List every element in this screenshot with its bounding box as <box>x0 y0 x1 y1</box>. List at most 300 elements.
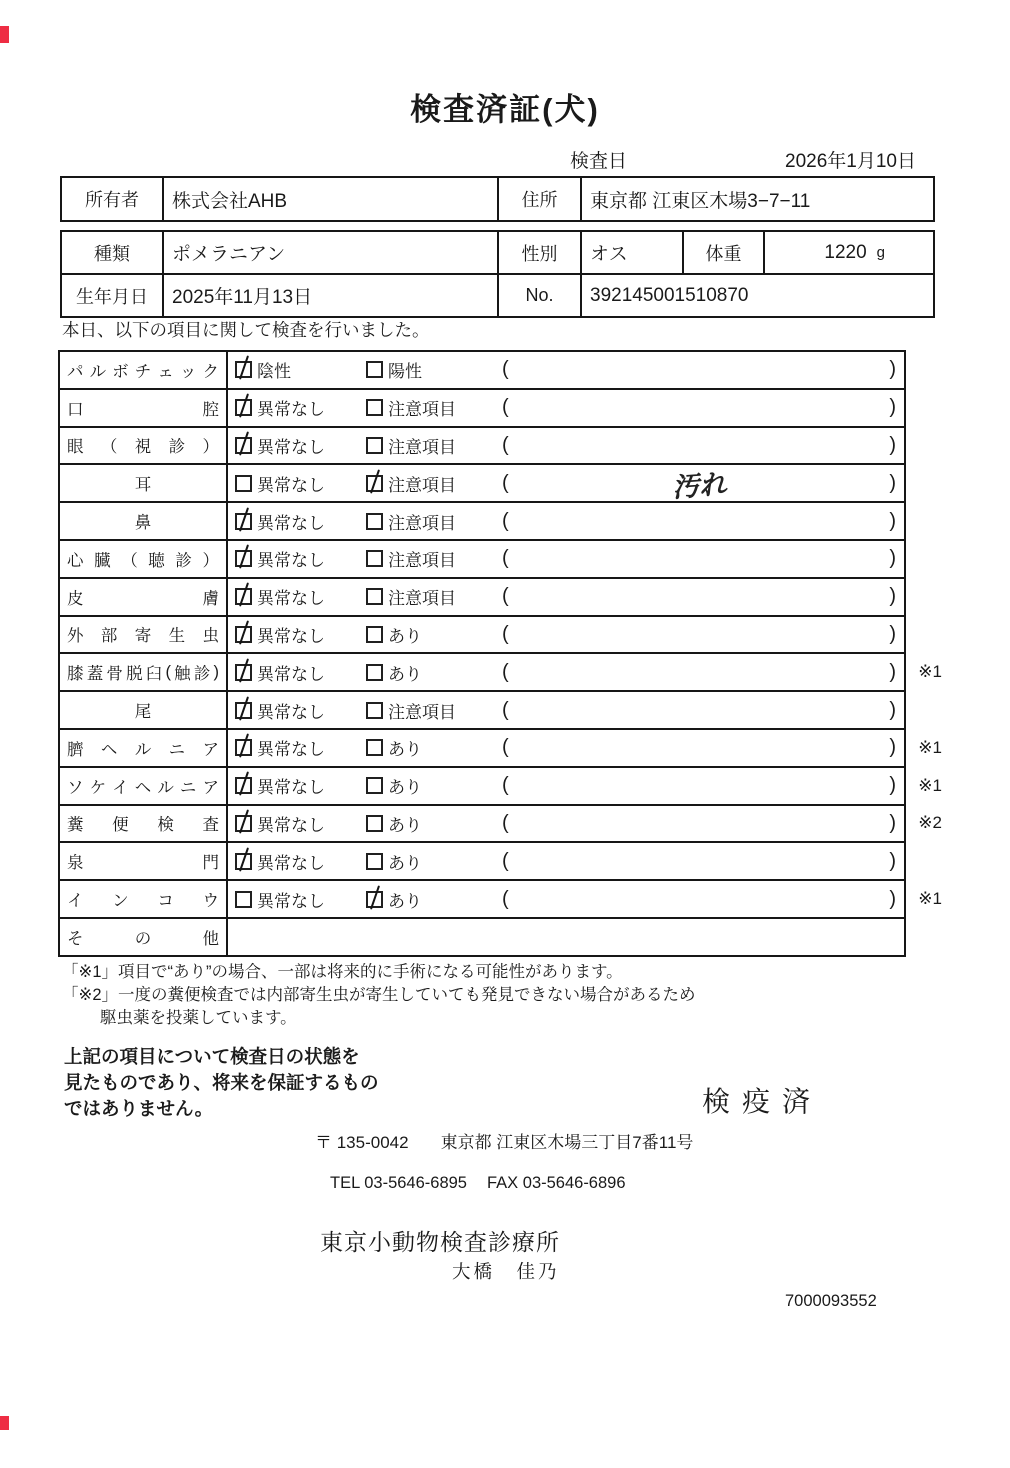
address-label: 住所 <box>499 178 582 220</box>
inspection-item-label: 耳 <box>60 465 228 501</box>
disclaimer-line-3: ではありません。 <box>64 1098 214 1119</box>
tel-number: TEL 03-5646-6895 <box>330 1174 467 1192</box>
inspection-row <box>60 465 904 503</box>
label-char: ル <box>89 362 107 381</box>
handwritten-check-mark <box>239 734 249 758</box>
option-opt2 <box>366 433 502 458</box>
checkbox-unchecked <box>366 588 383 605</box>
option-label: あり <box>388 778 422 798</box>
inspection-item-label <box>60 428 228 464</box>
option-label: 異常なし <box>257 400 325 420</box>
scan-artifact-mark-top <box>0 26 9 43</box>
checkbox-checked <box>235 588 252 605</box>
inspection-row <box>60 352 904 390</box>
option-label: 陰性 <box>257 362 291 382</box>
label-char: コ <box>157 892 174 911</box>
checkbox-unchecked <box>366 853 383 870</box>
option-label: 異常なし <box>257 815 325 835</box>
fax-number: FAX 03-5646-6896 <box>487 1174 626 1192</box>
footer-tel-line <box>330 1174 626 1193</box>
label-char: 外 <box>67 627 84 646</box>
footnote-2: 「※2」一度の糞便検査では内部寄生虫が寄生していても発見できない場合があるため <box>62 986 696 1004</box>
option-label: あり <box>388 853 422 873</box>
handwritten-check-mark <box>239 809 249 833</box>
label-char: 診 <box>175 551 192 570</box>
checkbox-checked <box>235 361 252 378</box>
checkbox-checked <box>235 664 252 681</box>
label-char: そ <box>67 929 84 948</box>
inspection-row <box>60 541 904 579</box>
paren-open: ( <box>502 774 509 797</box>
checkbox-unchecked <box>366 702 383 719</box>
paren-close: ) <box>889 585 896 608</box>
label-char: （ <box>121 551 138 570</box>
option-opt1 <box>235 357 366 382</box>
paren-close: ) <box>889 849 896 872</box>
checkbox-unchecked <box>366 777 383 794</box>
handwritten-check-mark <box>239 583 249 607</box>
label-char: パ <box>67 362 84 381</box>
paren-open: ( <box>502 585 509 608</box>
option-opt1 <box>235 395 366 420</box>
option-label: 異常なし <box>257 778 325 798</box>
birthdate-value: 2025年11月13日 <box>164 275 499 316</box>
label-char: ク <box>202 362 219 381</box>
owner-table <box>60 176 935 222</box>
remarks-field <box>502 774 904 797</box>
option-opt2 <box>366 811 502 836</box>
option-opt2 <box>366 357 502 382</box>
paren-close: ) <box>889 396 896 419</box>
inspection-row-content <box>228 465 904 504</box>
label-char: （ <box>100 438 118 457</box>
inspection-date-value: 2026年1月10日 <box>785 151 916 172</box>
inspection-row <box>60 692 904 730</box>
paren-open: ( <box>502 622 509 645</box>
label-char: 門 <box>202 854 219 873</box>
clinic-name: 東京小動物検査診療所 <box>320 1229 560 1255</box>
label-char: 腔 <box>202 400 219 419</box>
label-char: ケ <box>89 778 107 797</box>
paren-close: ) <box>889 660 896 683</box>
handwritten-check-mark <box>239 658 249 682</box>
option-label: あり <box>388 815 422 835</box>
checkbox-unchecked <box>235 475 252 492</box>
paren-open: ( <box>502 811 509 834</box>
handwritten-check-mark <box>239 847 249 871</box>
label-char: 糞 <box>67 816 84 835</box>
inspection-row-content <box>228 503 904 539</box>
label-char: の <box>134 929 152 948</box>
option-opt1 <box>235 887 366 912</box>
inspection-row <box>60 806 942 844</box>
inspection-item-label <box>60 579 228 615</box>
checkbox-checked <box>366 891 383 908</box>
option-opt1 <box>235 433 366 458</box>
breed-row <box>62 232 933 273</box>
checkbox-checked <box>235 853 252 870</box>
label-char: 診 <box>168 438 186 457</box>
inspection-row <box>60 390 904 428</box>
paren-open: ( <box>502 471 509 494</box>
paren-open: ( <box>502 849 509 872</box>
option-opt2 <box>366 471 502 496</box>
option-opt2 <box>366 887 502 912</box>
label-char: チ <box>134 362 152 381</box>
label-char: 泉 <box>67 854 84 873</box>
inspection-item-label <box>60 654 228 690</box>
label-char: 生 <box>168 627 186 646</box>
remarks-field <box>502 464 904 503</box>
paren-close: ) <box>889 736 896 759</box>
inspection-row-content <box>228 617 904 653</box>
document-title: 検査済証(犬) <box>410 92 600 127</box>
checkbox-unchecked <box>366 626 383 643</box>
inspection-row-content <box>228 654 904 690</box>
inspection-row <box>60 617 904 655</box>
label-char: イ <box>67 892 84 911</box>
checkbox-unchecked <box>366 513 383 530</box>
label-char: ニ <box>179 778 197 797</box>
footnote-marker: ※1 <box>918 775 942 795</box>
label-char: ） <box>202 438 219 457</box>
checkbox-checked <box>235 626 252 643</box>
remarks-field <box>502 358 904 381</box>
option-opt1 <box>235 622 366 647</box>
inspection-row <box>60 654 942 692</box>
inspection-row <box>60 881 942 919</box>
option-opt1 <box>235 849 366 874</box>
handwritten-check-mark <box>239 620 249 644</box>
option-opt2 <box>366 849 502 874</box>
inspection-row <box>60 919 904 955</box>
remarks-field <box>502 510 904 533</box>
weight-number: 1220 <box>824 241 867 263</box>
handwritten-check-mark <box>239 772 249 796</box>
inspection-row-content <box>228 579 904 615</box>
remarks-field <box>502 888 904 911</box>
option-label: 異常なし <box>257 551 325 571</box>
inspection-row <box>60 579 904 617</box>
label-char: ( <box>165 662 171 681</box>
inspection-row <box>60 730 942 768</box>
handwritten-check-mark <box>239 431 249 455</box>
serial-number: 7000093552 <box>785 1292 877 1310</box>
owner-name: 株式会社AHB <box>164 178 499 220</box>
inspection-row-content <box>228 806 904 842</box>
option-label: 注意項目 <box>388 513 456 533</box>
owner-row <box>62 178 933 220</box>
handwritten-check-mark <box>239 696 249 720</box>
paren-open: ( <box>502 509 509 532</box>
footnote-marker: ※1 <box>918 889 942 909</box>
inspection-row <box>60 843 904 881</box>
remarks-field <box>502 547 904 570</box>
intro-text: 本日、以下の項目に関して検査を行いました。 <box>62 320 430 340</box>
label-char: ボ <box>112 362 129 381</box>
inspection-row <box>60 428 904 466</box>
inspection-row <box>60 503 904 541</box>
paren-close: ) <box>889 358 896 381</box>
weight-value <box>765 232 933 273</box>
inspection-row-content <box>228 919 904 955</box>
label-char: 膚 <box>202 589 219 608</box>
checkbox-checked <box>235 437 252 454</box>
checkbox-checked <box>366 475 383 492</box>
option-opt1 <box>235 584 366 609</box>
handwritten-check-mark <box>239 507 249 531</box>
checkbox-unchecked <box>366 664 383 681</box>
option-label: あり <box>388 664 422 684</box>
pet-info-table <box>60 230 935 318</box>
checkbox-unchecked <box>366 815 383 832</box>
label-char: 心 <box>67 551 84 570</box>
birthdate-label: 生年月日 <box>62 275 164 316</box>
handwritten-check-mark <box>370 469 380 493</box>
label-char: ル <box>134 740 152 759</box>
paren-close: ) <box>889 547 896 570</box>
label-char: 他 <box>202 929 219 948</box>
option-opt2 <box>366 584 502 609</box>
remarks-field <box>502 736 904 759</box>
option-label: 注意項目 <box>388 400 456 420</box>
handwritten-remark <box>509 464 890 503</box>
disclaimer-text <box>64 1044 379 1122</box>
option-opt2 <box>366 546 502 571</box>
label-char: 臍 <box>67 740 84 759</box>
remarks-field <box>502 661 904 684</box>
option-opt2 <box>366 660 502 685</box>
checkbox-checked <box>235 815 252 832</box>
examiner-name: 大橋 佳乃 <box>452 1261 560 1282</box>
checkbox-unchecked <box>366 550 383 567</box>
label-char: ル <box>157 778 174 797</box>
label-char: ン <box>112 892 129 911</box>
birthdate-row <box>62 273 933 316</box>
handwritten-check-mark <box>239 545 249 569</box>
option-label: 異常なし <box>257 702 325 722</box>
label-char: 寄 <box>134 627 152 646</box>
paren-close: ) <box>889 471 896 494</box>
inspection-row-content <box>228 768 904 804</box>
paren-open: ( <box>502 358 509 381</box>
owner-label: 所有者 <box>62 178 164 220</box>
inspection-item-label <box>60 541 228 577</box>
postal-code: 〒 135-0042 <box>315 1133 409 1152</box>
inspection-item-label <box>60 390 228 426</box>
inspection-row-content <box>228 692 904 728</box>
label-char: 臓 <box>94 551 111 570</box>
paren-close: ) <box>889 433 896 456</box>
label-char: ヘ <box>134 778 152 797</box>
label-char: 虫 <box>202 627 219 646</box>
disclaimer-line-2: 見たものであり、将来を保証するもの <box>64 1072 379 1093</box>
inspection-row-content <box>228 881 904 917</box>
label-char: 診 <box>193 665 211 684</box>
option-label: 注意項目 <box>388 702 456 722</box>
address-value: 東京都 江東区木場3−7−11 <box>590 190 811 212</box>
checkbox-unchecked <box>235 891 252 908</box>
breed-label: 種類 <box>62 232 164 273</box>
paren-open: ( <box>502 698 509 721</box>
handwritten-check-mark <box>239 394 249 418</box>
sex-value: オス <box>582 232 684 273</box>
breed-value: ポメラニアン <box>164 232 499 273</box>
label-char: 部 <box>100 627 118 646</box>
weight-unit: g <box>876 244 885 261</box>
inspection-item-label <box>60 768 228 804</box>
label-char: 査 <box>202 816 219 835</box>
label-char: ヘ <box>100 740 118 759</box>
paren-open: ( <box>502 887 509 910</box>
checkbox-checked <box>235 550 252 567</box>
option-opt1 <box>235 735 366 760</box>
label-char: 膝 <box>67 665 84 684</box>
inspection-row-content <box>228 541 904 577</box>
inspection-item-label <box>60 919 228 955</box>
option-opt2 <box>366 698 502 723</box>
option-opt2 <box>366 395 502 420</box>
weight-label: 体重 <box>684 232 765 273</box>
remarks-field <box>502 850 904 873</box>
option-opt1 <box>235 811 366 836</box>
inspection-table <box>58 350 942 957</box>
remarks-field <box>502 623 904 646</box>
label-char: ア <box>202 778 219 797</box>
label-char: 視 <box>134 438 152 457</box>
footer-address-line <box>315 1128 693 1153</box>
option-label: 異常なし <box>257 664 325 684</box>
inspection-item-label <box>60 617 228 653</box>
label-char: 口 <box>67 400 84 419</box>
paren-open: ( <box>502 736 509 759</box>
option-label: 注意項目 <box>388 551 456 571</box>
label-char: イ <box>112 778 129 797</box>
label-char: ア <box>202 740 219 759</box>
option-label: 注意項目 <box>388 589 456 609</box>
checkbox-checked <box>235 739 252 756</box>
no-label: No. <box>499 275 582 316</box>
handwritten-check-mark <box>239 356 249 380</box>
inspection-item-label: 鼻 <box>60 503 228 539</box>
option-label: あり <box>388 626 422 646</box>
option-opt1 <box>235 698 366 723</box>
option-opt1 <box>235 660 366 685</box>
paren-open: ( <box>502 660 509 683</box>
inspection-date-label: 検査日 <box>570 151 628 172</box>
no-value: 392145001510870 <box>590 284 749 306</box>
label-char: 皮 <box>67 589 84 608</box>
option-opt2 <box>366 622 502 647</box>
option-opt2 <box>366 773 502 798</box>
footnote-1: 「※1」項目で“あり”の場合、一部は将来的に手術になる可能性があります。 <box>62 963 623 981</box>
remarks-field <box>502 585 904 608</box>
checkbox-checked <box>235 399 252 416</box>
paren-open: ( <box>502 396 509 419</box>
option-label: 異常なし <box>257 626 325 646</box>
remarks-field <box>502 812 904 835</box>
option-opt2 <box>366 509 502 534</box>
label-char: 触 <box>174 665 191 684</box>
option-label: 注意項目 <box>388 437 456 457</box>
paren-close: ) <box>889 622 896 645</box>
inspection-item-label: 尾 <box>60 692 228 728</box>
inspection-row-content <box>228 843 904 879</box>
inspection-item-label <box>60 806 228 842</box>
label-char: ソ <box>67 778 84 797</box>
label-char: ェ <box>157 362 174 381</box>
option-label: あり <box>388 740 422 760</box>
checkbox-checked <box>235 702 252 719</box>
inspection-item-label <box>60 730 228 766</box>
label-char: ニ <box>168 740 186 759</box>
label-char: 聴 <box>148 551 165 570</box>
inspection-item-label <box>60 881 228 917</box>
footnote-marker: ※1 <box>918 662 942 682</box>
inspection-row <box>60 768 942 806</box>
label-char: ッ <box>179 362 197 381</box>
inspection-row-content <box>228 730 904 766</box>
footnote-marker: ※2 <box>918 813 942 833</box>
remarks-field <box>502 699 904 722</box>
paren-open: ( <box>502 433 509 456</box>
option-opt1 <box>235 773 366 798</box>
paren-open: ( <box>502 547 509 570</box>
scan-artifact-mark-bottom <box>0 1416 9 1430</box>
handwritten-check-mark <box>370 885 380 909</box>
checkbox-checked <box>235 513 252 530</box>
label-char: ） <box>202 551 219 570</box>
option-opt1 <box>235 509 366 534</box>
option-label: 陽性 <box>388 362 422 382</box>
label-char: 脱 <box>126 665 143 684</box>
paren-close: ) <box>889 887 896 910</box>
footnote-marker: ※1 <box>918 737 942 757</box>
label-char: 検 <box>157 816 174 835</box>
handwritten-text: 汚れ <box>671 468 728 504</box>
label-char: 眼 <box>67 438 84 457</box>
inspection-row-content <box>228 390 904 426</box>
checkbox-unchecked <box>366 739 383 756</box>
inspection-row-content <box>228 352 904 388</box>
remarks-field <box>502 434 904 457</box>
paren-close: ) <box>889 774 896 797</box>
option-opt2 <box>366 735 502 760</box>
sex-label: 性別 <box>499 232 582 273</box>
label-char: ) <box>213 662 219 681</box>
option-label: 異常なし <box>257 853 325 873</box>
disclaimer-line-1: 上記の項目について検査日の状態を <box>64 1046 360 1067</box>
inspection-row-content <box>228 428 904 464</box>
footnote-3: 駆虫薬を投薬しています。 <box>100 1009 297 1027</box>
footnotes <box>62 961 696 1030</box>
label-char: 便 <box>112 816 129 835</box>
paren-close: ) <box>889 698 896 721</box>
paren-close: ) <box>889 509 896 532</box>
option-label: あり <box>388 891 422 911</box>
checkbox-unchecked <box>366 399 383 416</box>
footer-address: 東京都 江東区木場三丁目7番11号 <box>440 1133 694 1152</box>
option-label: 異常なし <box>257 437 325 457</box>
label-char: 蓋 <box>86 665 104 684</box>
option-label: 異常なし <box>257 740 325 760</box>
option-label: 異常なし <box>257 475 325 495</box>
option-label: 異常なし <box>257 891 325 911</box>
label-char: ウ <box>202 892 219 911</box>
inspection-item-label <box>60 352 228 388</box>
quarantine-stamp: 検疫済 <box>702 1086 823 1117</box>
checkbox-unchecked <box>366 437 383 454</box>
